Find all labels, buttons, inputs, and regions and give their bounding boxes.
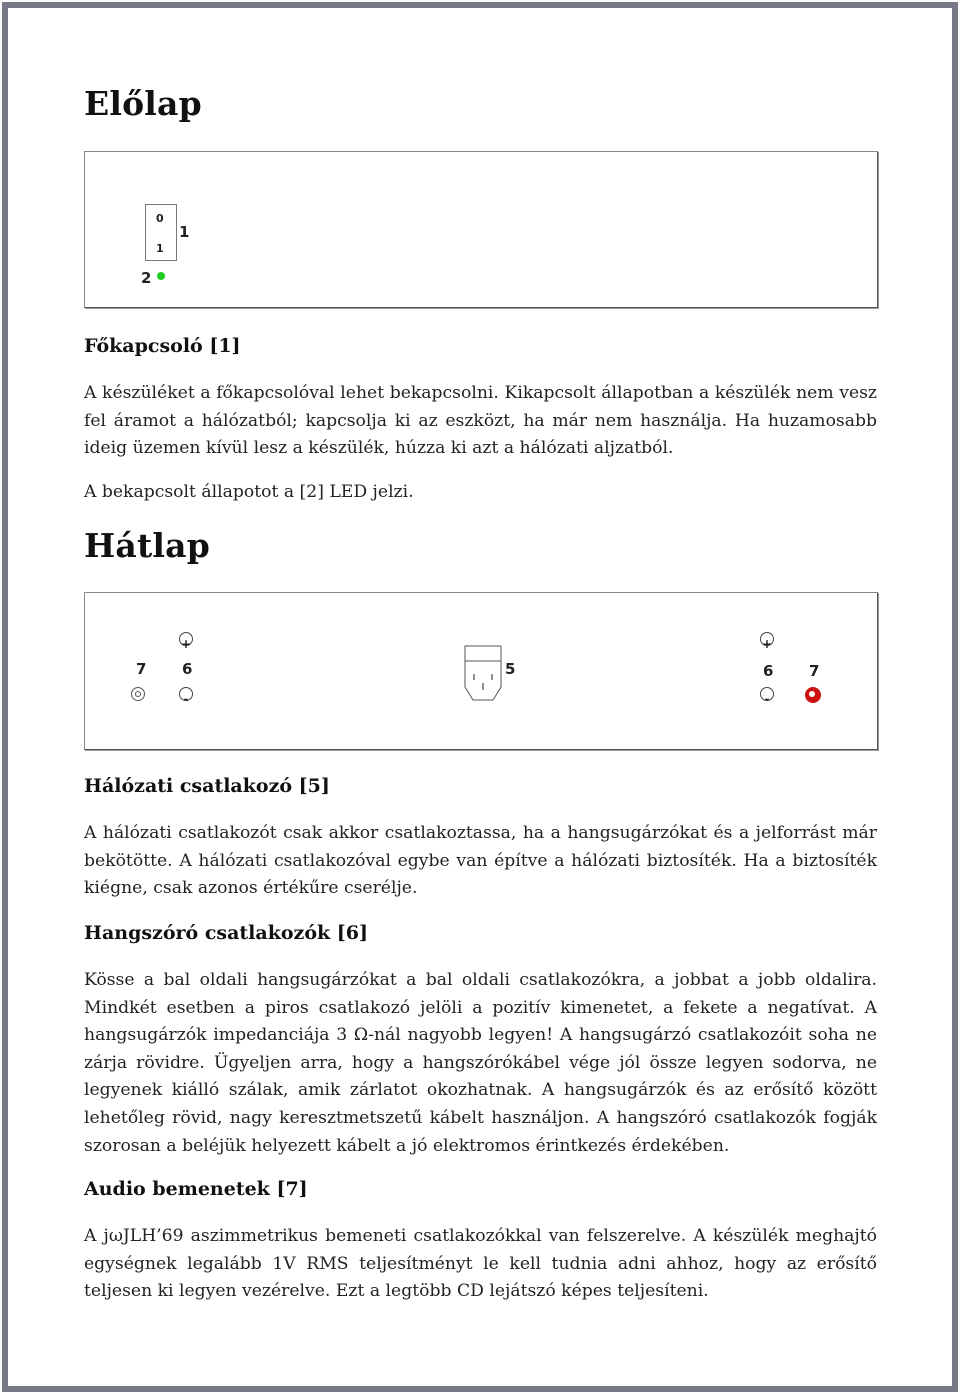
switch-state-0: 0 [156,212,164,225]
front-panel-title: Előlap [84,84,202,123]
section-heading: Főkapcsoló [1] [84,335,241,357]
front-panel-diagram [84,151,878,308]
section-paragraph: Kösse a bal oldali hangsugárzókat a bal oldali csatlakozókra, a jobbat a jobb oldalira. Mindkét esetben a piros csatlakozó jelöli a pozitív kimenetet, a fekete a negatívat. A hangsugárzók impedanciája 3 Ω-nál nagyobb legyen! A hangsugárzó csatlakozóit soha ne zárja rövidre. Ügyeljen arra, hogy a hangszórókábel vége jól össze legyen sodorva, ne legyenek kiálló szálak, amik zárlatot okozhatnak. A hangsugárzók és az erősítő között lehetőleg rövid, nagy keresztmetszetű kábelt használjon. A hangszóró csatlakozók fogják szorosan a beléjük helyezett kábelt a jó elektromos érintkezés érdekében. [84,970,877,1156]
switch-state-1: 1 [156,242,164,255]
section-heading: Hálózati csatlakozó [5] [84,775,330,797]
right-minus-terminal-icon: - [760,687,774,701]
switch-callout-label: 1 [179,223,190,241]
power-led-icon [157,272,165,280]
right-speaker-label: 6 [763,662,774,680]
mains-socket-label: 5 [505,660,516,678]
right-plus-terminal-icon: + [760,632,774,646]
back-panel-title: Hátlap [84,526,210,565]
left-minus-terminal-icon: - [179,687,193,701]
left-speaker-label: 6 [182,660,193,678]
left-rca-input-icon [131,687,145,701]
section-paragraph: A hálózati csatlakozót csak akkor csatlakoztassa, ha a hangsugárzókat és a jelforrást már bekötötte. A hálózati csatlakozóval egybe van építve a hálózati biztosíték. Ha a biztosíték kiégne, csak azonos értékűre cserélje. [84,823,877,899]
mains-socket-icon [464,645,502,701]
section-heading: Hangszóró csatlakozók [6] [84,922,368,944]
section-paragraph: A készüléket a főkapcsolóval lehet bekapcsolni. Kikapcsolt állapotban a készülék nem vesz fel áramot a hálózatból; kapcsolja ki az eszközt, ha már nem használja. Ha huzamosabb ideig üzemen kívül lesz a készülék, húzza ki azt a hálózati aljzatból. [84,383,877,459]
section-paragraph: A bekapcsolt állapotot a [2] LED jelzi. [84,482,414,502]
led-callout-label: 2 [141,269,152,287]
left-input-label: 7 [136,660,147,678]
back-panel-diagram [84,592,878,750]
section-heading: Audio bemenetek [7] [84,1178,308,1200]
left-plus-terminal-icon: + [179,632,193,646]
right-rca-input-icon [805,687,821,703]
section-paragraph: A jωJLH’69 aszimmetrikus bemeneti csatlakozókkal van felszerelve. A készülék meghajtó egységnek legalább 1V RMS teljesítményt le kell tudnia adni ahhoz, hogy az erősítő teljesen ki legyen vezérelve. Ezt a legtöbb CD lejátszó képes teljesíteni. [84,1226,877,1302]
right-input-label: 7 [809,662,820,680]
